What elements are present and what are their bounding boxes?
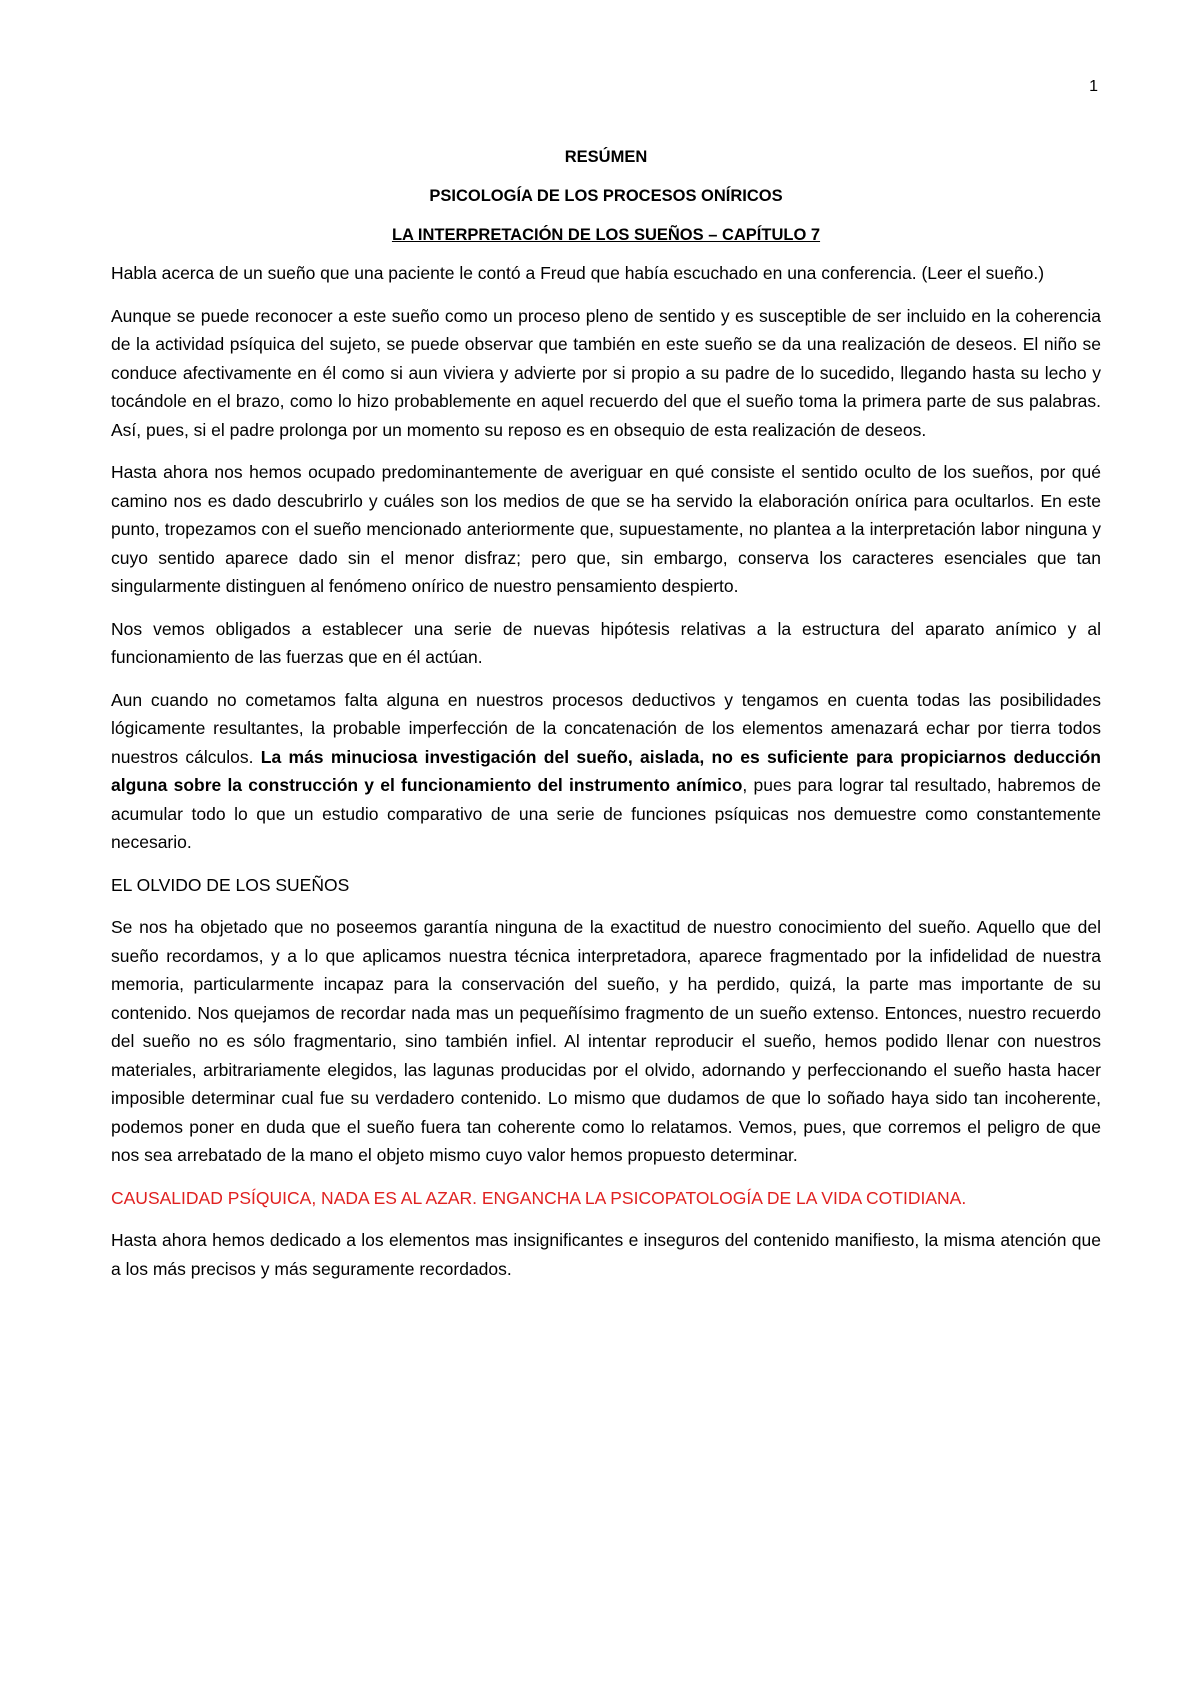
paragraph-5-bold: La más minuciosa investigación del sueño, aislada, no es suficiente para propiciarnos deducción alguna sobre la construcción y el funcionamiento del instrumento anímico xyxy=(111,746,1101,795)
paragraph-1: Habla acerca de un sueño que una paciente le contó a Freud que había escuchado en una conferencia. (Leer el sueño.) xyxy=(111,263,1045,283)
paragraph-5-end: , pues para lograr tal resultado, habremos de acumular todo lo que un estudio comparativo de una serie de funciones psíquicas nos demuestre como constantemente necesario. xyxy=(111,775,1101,852)
paragraph-6: Se nos ha objetado que no poseemos garantía ninguna de la exactitud de nuestro conocimiento del sueño. Aquello que del sueño recordamos, y a lo que aplicamos nuestra técnica interpretadora, aparece fragmentado por la infidelidad de nuestra memoria, particularmente incapaz para la conservación del sueño, y ha perdido, quizá, la parte mas importante de su contenido. Nos quejamos de recordar nada mas un pequeñísimo fragmento de un sueño extenso. Entonces, nuestro recuerdo del sueño no es sólo fragmentario, sino también infiel. Al intentar reproducir el sueño, hemos podido llenar con nuestros materiales, arbitrariamente elegidos, las lagunas producidas por el olvido, adornando y perfeccionando el sueño hasta hacer imposible determinar cual fue su verdadero contenido. Lo mismo que dudamos de que lo soñado haya sido tan incoherente, podemos poner en duda que el sueño fuera tan coherente como lo relatamos. Vemos, pues, que corremos el peligro de que nos sea arrebatado de la mano el objeto mismo cuyo valor hemos propuesto determinar. xyxy=(111,917,1101,1165)
paragraph-5-start: Aun cuando no cometamos falta alguna en nuestros procesos deductivos y tengamos en cuenta todas las posibilidades lógicamente resultantes, la probable imperfección de la concatenación de los elementos amenazará echar por tierra todos nuestros cálculos. xyxy=(111,689,1101,767)
chapter-heading: LA INTERPRETACIÓN DE LOS SUEÑOS – CAPÍTULO 7 xyxy=(391,226,821,244)
red-note: CAUSALIDAD PSÍQUICA, NADA ES AL AZAR. ENGANCHA LA PSICOPATOLOGÍA DE LA VIDA COTIDIANA. xyxy=(111,1187,967,1208)
page-number: 1 xyxy=(1089,78,1098,95)
paragraph-4: Nos vemos obligados a establecer una serie de nuevas hipótesis relativas a la estructura del aparato anímico y al funcionamiento de las fuerzas que en él actúan. xyxy=(111,618,1101,667)
section-title: EL OLVIDO DE LOS SUEÑOS xyxy=(111,874,350,895)
document-body xyxy=(111,145,1101,1297)
subtitle-heading: PSICOLOGÍA DE LOS PROCESOS ONÍRICOS xyxy=(429,187,783,205)
paragraph-2: Aunque se puede reconocer a este sueño como un proceso pleno de sentido y es susceptible de ser incluido en la coherencia de la actividad psíquica del sujeto, se puede observar que también en este sueño se da una realización de deseos. El niño se conduce afectivamente en él como si aun viviera y advierte por si propio a su padre de lo sucedido, llegando hasta su lecho y tocándole en el brazo, como lo hizo probablemente en aquel recuerdo del que el sueño toma la primera parte de sus palabras. Así, pues, si el padre prolonga por un momento su reposo es en obsequio de esta realización de deseos. xyxy=(111,305,1101,440)
title-heading: RESÚMEN xyxy=(564,148,648,166)
paragraph-3: Hasta ahora nos hemos ocupado predominantemente de averiguar en qué consiste el sentido oculto de los sueños, por qué camino nos es dado descubrirlo y cuáles son los medios de que se ha servido la elaboración onírica para ocultarlos. En este punto, tropezamos con el sueño mencionado anteriormente que, supuestamente, no plantea a la interpretación labor ninguna y cuyo sentido aparece dado sin el menor disfraz; pero que, sin embargo, conserva los caracteres esenciales que tan singularmente distinguen al fenómeno onírico de nuestro pensamiento despierto. xyxy=(111,462,1101,596)
paragraph-7: Hasta ahora hemos dedicado a los elementos mas insignificantes e inseguros del contenido manifiesto, la misma atención que a los más precisos y más seguramente recordados. xyxy=(111,1230,1101,1279)
paragraph-5 xyxy=(111,686,1101,857)
